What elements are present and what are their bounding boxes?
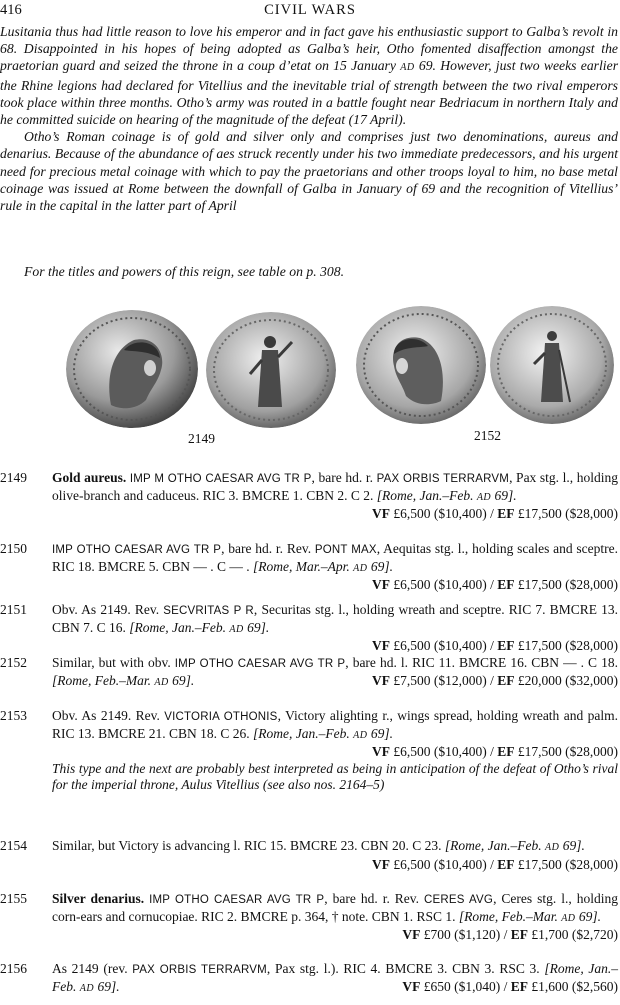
grade-ef: EF (497, 744, 515, 760)
valuation (372, 857, 618, 874)
grade-vf: VF (371, 577, 390, 593)
coin-2149-reverse (206, 312, 336, 428)
figure-caption-2149: 2149 (188, 431, 215, 446)
coin-legend: PAX ORBIS TERRARVM (376, 473, 510, 485)
entry-number: 2156 (0, 961, 27, 976)
coin-2152-reverse (490, 306, 614, 424)
grade-vf: VF (402, 978, 421, 994)
coin-legend: IMP OTHO CAESAR AVG TR P (52, 544, 222, 556)
catalogue-entry-2152 (0, 655, 618, 691)
entry-text: , bare hd. r. Rev. (324, 891, 425, 906)
denomination: Silver denarius. (52, 891, 150, 906)
entry-text: , bare hd. r. (311, 470, 377, 485)
entry-text: 69]. (575, 908, 602, 924)
entry-text: 69]. (559, 838, 585, 853)
valuation (402, 979, 618, 996)
grade-vf: VF (402, 927, 421, 943)
entry-text: [Rome, Feb.–Mar. (458, 908, 562, 924)
grade-vf: VF (371, 744, 390, 760)
entry-text: [Rome, Jan.–Feb. (376, 487, 477, 503)
entry-text: , bare hd. l. RIC 11. BMCRE 16. CBN — . C 18. (345, 655, 618, 670)
catalogue-entry-2154 (0, 838, 618, 873)
entry-number: 2153 (0, 708, 27, 723)
valuation (52, 638, 618, 655)
entry-text: 69]. (367, 725, 393, 741)
price-ef: £17,500 ($28,000) (514, 638, 618, 654)
coin-legend: IMP M OTHO CAESAR AVG TR P (129, 473, 312, 485)
entry-text: Obv. As 2149. Rev. (52, 602, 164, 617)
catalogue-entry-2150 (0, 541, 618, 594)
entry-text: [Rome, Jan.–Feb. (444, 838, 546, 853)
denomination: Gold aureus. (52, 470, 130, 485)
entry-text: , Securitas stg. l., holding wreath and sceptre. RIC 7. BMCRE 13. CBN 7. C 16. (52, 602, 618, 635)
entry-text: AD (545, 842, 560, 853)
intro-p1-a: Lusitania thus had little reason to love his emperor and in fact gave his enthusiastic support to Galba’s revolt in 68. Disappointed in his hopes of being adopted as Galba’s heir, Otho fomented disaffection amongst the praetorian guard and seized the throne in a coup d’etat on 15 January (0, 24, 618, 74)
price-ef: £17,500 ($28,000) (514, 506, 618, 522)
grade-vf: VF (371, 856, 390, 872)
catalogue-entry-2149 (0, 470, 618, 523)
entry-description (52, 838, 618, 872)
entry-text: [Rome, Jan.–Feb. (129, 619, 230, 635)
entry-number: 2151 (0, 602, 27, 617)
valuation (372, 506, 618, 523)
catalogue-entry-2156 (0, 961, 618, 997)
entry-text: AD (561, 912, 576, 924)
price-vf: £6,500 ($10,400) / (389, 577, 498, 593)
coin-legend: SECVRITAS P R (163, 605, 254, 617)
entry-text: , Aequitas stg. l., holding scales and sceptre. RIC 18. BMCRE 5. CBN — . C — . (52, 541, 618, 574)
price-ef: £17,500 ($28,000) (514, 744, 618, 760)
valuation (52, 577, 618, 594)
entry-text: 69]. (243, 619, 270, 635)
grade-vf: VF (371, 506, 390, 522)
grade-ef: EF (497, 638, 515, 654)
entry-text: AD (353, 562, 368, 574)
figure-caption-2152: 2152 (474, 428, 501, 443)
entry-text: AD (229, 623, 244, 635)
catalogue-entry-2151 (0, 602, 618, 655)
entry-text: , Pax stg. l.). RIC 4. BMCRE 3. CBN 3. RSC 3. (266, 961, 545, 976)
valuation (372, 673, 618, 690)
entry-description (52, 961, 618, 997)
entry-number: 2154 (0, 838, 27, 853)
coin-legend: IMP OTHO CAESAR AVG TR P (149, 894, 325, 906)
entry-text: [Rome, Mar.–Apr. (253, 558, 354, 574)
grade-vf: VF (371, 638, 390, 654)
price-vf: £6,500 ($10,400) / (389, 638, 498, 654)
price-vf: £6,500 ($10,400) / (389, 506, 498, 522)
entry-note: This type and the next are probably best interpreted as being in anticipation of the defeat of Otho’s rival for the imperial throne, Aulus Vitellius (see also nos. 2164–5) (52, 760, 618, 793)
price-vf: £6,500 ($10,400) / (389, 856, 498, 872)
coin-2152-obverse (356, 306, 486, 424)
grade-ef: EF (497, 506, 515, 522)
intro-p1-b: 69. However, just two weeks earlier the Rhine legions had declared for Vitellius and the inevitable trial of strength between the two rival emperors took place within three months. Otho’s army was routed in a battle fought near Bedriacum in northern Italy and he committed suicide on hearing of the magnitude of the defeat (17 April). (0, 58, 619, 128)
entry-text: Similar, but Victory is advancing l. RIC 15. BMCRE 23. CBN 20. C 23. (52, 838, 445, 853)
entry-text: , Victory alighting r., wings spread, holding wreath and palm. RIC 13. BMCRE 21. CBN 18. C 26. (52, 708, 618, 741)
entry-text: AD (79, 982, 95, 994)
entry-description (52, 708, 618, 794)
ad-mark: AD (400, 62, 415, 74)
entry-text: [Rome, Jan.–Feb. (253, 725, 354, 741)
running-title: CIVIL WARS (264, 2, 356, 18)
grade-ef: EF (510, 978, 528, 994)
grade-ef: EF (497, 577, 515, 593)
price-vf: £700 ($1,120) / (420, 927, 511, 943)
valuation (52, 744, 618, 761)
coin-2149-obverse-image (66, 310, 198, 428)
coin-legend: PAX ORBIS TERRARVM (132, 964, 267, 976)
page-header (0, 2, 620, 22)
entry-description (52, 602, 618, 655)
titles-note: For the titles and powers of this reign, see table on p. 308. (24, 264, 344, 279)
entry-description (52, 541, 618, 594)
price-ef: £17,500 ($28,000) (514, 577, 618, 593)
entry-text: 69]. (491, 487, 517, 503)
price-ef: £17,500 ($28,000) (514, 856, 618, 872)
price-vf: £7,500 ($12,000) / (389, 672, 498, 688)
entry-text: 69]. (168, 672, 195, 688)
entry-text: 69]. (367, 558, 394, 574)
grade-ef: EF (497, 856, 515, 872)
catalogue-entry-2155 (0, 891, 618, 944)
intro-paragraph-2: Otho’s Roman coinage is of gold and silver only and comprises just two denominations, aureus and denarius. Because of the abundance of aes struck recently under his two immediate predecessors, and his urgent need for precious metal coinage with which to pay the praetorians and other troops loyal to him, no base metal coinage was issued at Rome between the downfall of Galba in January of 69 and the recognition of Vitellius’ rule in the capital in the latter part of April (0, 129, 618, 214)
price-vf: £6,500 ($10,400) / (389, 744, 498, 760)
intro-paragraph-1 (0, 23, 618, 128)
entry-number: 2155 (0, 891, 27, 906)
price-vf: £650 ($1,040) / (420, 978, 511, 994)
coin-legend: CERES AVG (424, 894, 494, 906)
grade-ef: EF (510, 927, 528, 943)
entry-number: 2150 (0, 541, 27, 556)
entry-text: AD (154, 676, 169, 688)
intro-text (0, 23, 618, 214)
entry-number: 2149 (0, 470, 27, 485)
entry-description (52, 655, 618, 691)
price-ef: £1,600 ($2,560) (528, 978, 618, 994)
grade-vf: VF (371, 672, 390, 688)
entry-text: , bare hd. r. Rev. (221, 541, 315, 556)
entry-text: [Rome, Jan.–Feb. (52, 961, 619, 994)
coin-legend: VICTORIA OTHONIS (164, 711, 278, 723)
valuation (402, 927, 618, 944)
entry-text: [Rome, Feb.–Mar. (52, 672, 155, 688)
entry-text: AD (476, 491, 492, 503)
coin-2152-obverse-image (356, 306, 486, 424)
entry-description (52, 891, 618, 943)
page-number: 416 (0, 2, 22, 18)
entry-number: 2152 (0, 655, 27, 670)
entry-text: AD (353, 729, 368, 741)
coin-legend: IMP OTHO CAESAR AVG TR P (174, 658, 346, 670)
grade-ef: EF (497, 672, 515, 688)
coin-2149-obverse (66, 310, 198, 428)
catalogue-entry-2153 (0, 708, 618, 794)
entry-text: Similar, but with obv. (52, 655, 175, 670)
coin-legend: PONT MAX (314, 544, 377, 556)
entry-text: , Pax stg. l., holding olive-branch and caduceus. RIC 3. BMCRE 1. CBN 2. C 2. (52, 470, 618, 503)
entry-text: Obv. As 2149. Rev. (52, 708, 165, 723)
coin-2152-reverse-image (490, 306, 614, 424)
coin-2149-reverse-image (206, 312, 336, 428)
entry-text: As 2149 (rev. (52, 961, 133, 976)
price-ef: £1,700 ($2,720) (528, 927, 618, 943)
entry-text: 69]. (94, 978, 120, 994)
entry-description (52, 470, 618, 522)
price-ef: £20,000 ($32,000) (514, 672, 618, 688)
entry-text: , Ceres stg. l., holding corn-ears and cornucopiae. RIC 2. BMCRE p. 364, † note. CBN 1. RSC 1. (52, 891, 618, 924)
